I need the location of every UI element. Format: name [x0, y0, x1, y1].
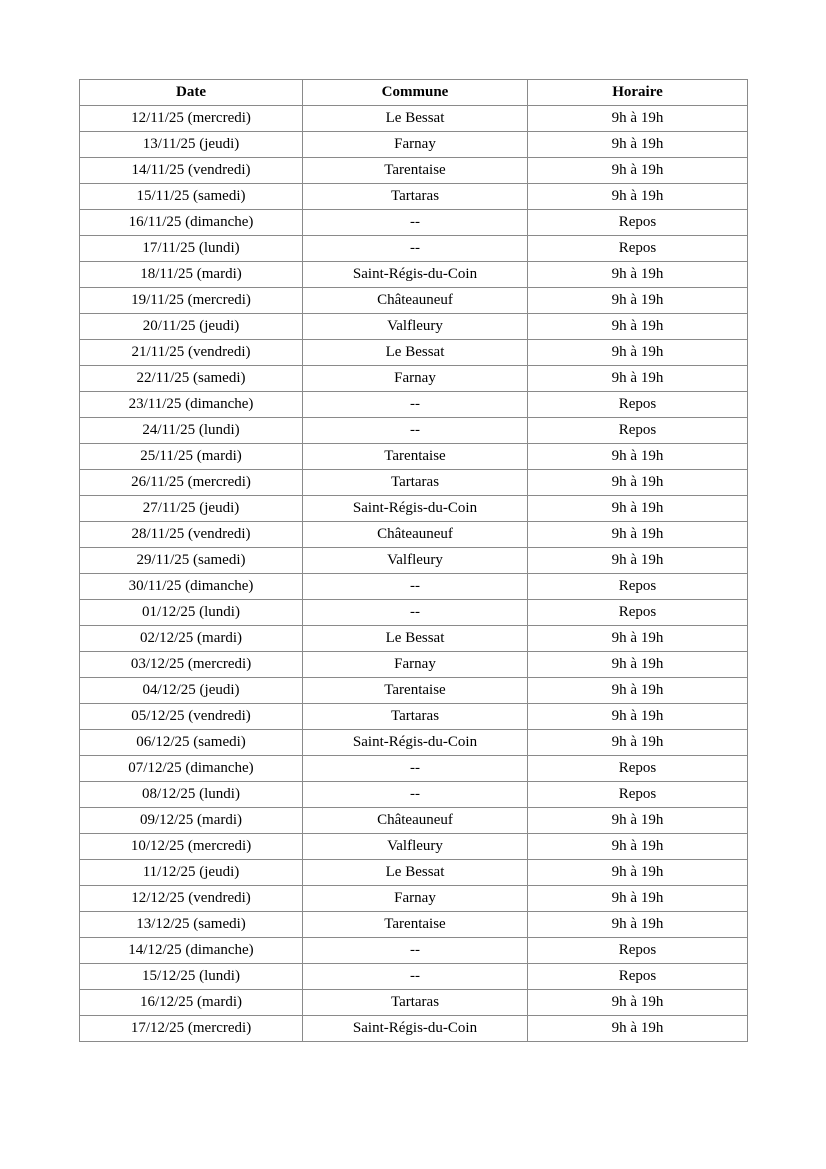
commune-cell: Tartaras: [303, 704, 528, 730]
date-cell: 26/11/25 (mercredi): [80, 470, 303, 496]
table-row: [80, 548, 748, 574]
table-row: [80, 626, 748, 652]
horaire-cell: 9h à 19h: [528, 522, 748, 548]
date-cell: 23/11/25 (dimanche): [80, 392, 303, 418]
horaire-cell: 9h à 19h: [528, 314, 748, 340]
date-cell: 04/12/25 (jeudi): [80, 678, 303, 704]
date-cell: 17/12/25 (mercredi): [80, 1016, 303, 1042]
commune-cell: Châteauneuf: [303, 522, 528, 548]
table-row: [80, 262, 748, 288]
commune-cell: --: [303, 236, 528, 262]
commune-cell: Tarentaise: [303, 912, 528, 938]
table-row: [80, 392, 748, 418]
table-row: [80, 990, 748, 1016]
date-cell: 28/11/25 (vendredi): [80, 522, 303, 548]
commune-cell: Tartaras: [303, 990, 528, 1016]
horaire-cell: 9h à 19h: [528, 288, 748, 314]
commune-cell: Farnay: [303, 886, 528, 912]
commune-cell: --: [303, 210, 528, 236]
date-cell: 20/11/25 (jeudi): [80, 314, 303, 340]
commune-cell: Saint-Régis-du-Coin: [303, 262, 528, 288]
horaire-cell: 9h à 19h: [528, 730, 748, 756]
table-row: [80, 964, 748, 990]
table-row: [80, 210, 748, 236]
column-header-date: Date: [80, 80, 303, 106]
table-row: [80, 938, 748, 964]
date-cell: 11/12/25 (jeudi): [80, 860, 303, 886]
horaire-cell: 9h à 19h: [528, 158, 748, 184]
date-cell: 03/12/25 (mercredi): [80, 652, 303, 678]
commune-cell: --: [303, 392, 528, 418]
table-row: [80, 132, 748, 158]
commune-cell: --: [303, 756, 528, 782]
table-row: [80, 652, 748, 678]
table-row: [80, 678, 748, 704]
commune-cell: --: [303, 938, 528, 964]
table-row: [80, 834, 748, 860]
date-cell: 16/12/25 (mardi): [80, 990, 303, 1016]
table-row: [80, 288, 748, 314]
commune-cell: Tarentaise: [303, 158, 528, 184]
table-row: [80, 158, 748, 184]
date-cell: 01/12/25 (lundi): [80, 600, 303, 626]
horaire-cell: Repos: [528, 574, 748, 600]
table-row: [80, 600, 748, 626]
horaire-cell: 9h à 19h: [528, 626, 748, 652]
date-cell: 21/11/25 (vendredi): [80, 340, 303, 366]
commune-cell: Valfleury: [303, 314, 528, 340]
date-cell: 07/12/25 (dimanche): [80, 756, 303, 782]
date-cell: 18/11/25 (mardi): [80, 262, 303, 288]
horaire-cell: 9h à 19h: [528, 184, 748, 210]
date-cell: 10/12/25 (mercredi): [80, 834, 303, 860]
date-cell: 13/11/25 (jeudi): [80, 132, 303, 158]
horaire-cell: 9h à 19h: [528, 366, 748, 392]
commune-cell: --: [303, 782, 528, 808]
date-cell: 15/12/25 (lundi): [80, 964, 303, 990]
column-header-horaire: Horaire: [528, 80, 748, 106]
horaire-cell: 9h à 19h: [528, 470, 748, 496]
table-row: [80, 808, 748, 834]
date-cell: 19/11/25 (mercredi): [80, 288, 303, 314]
date-cell: 27/11/25 (jeudi): [80, 496, 303, 522]
table-row: [80, 496, 748, 522]
horaire-cell: 9h à 19h: [528, 1016, 748, 1042]
commune-cell: Saint-Régis-du-Coin: [303, 496, 528, 522]
date-cell: 17/11/25 (lundi): [80, 236, 303, 262]
table-row: [80, 756, 748, 782]
horaire-cell: Repos: [528, 756, 748, 782]
table-row: [80, 366, 748, 392]
date-cell: 16/11/25 (dimanche): [80, 210, 303, 236]
date-cell: 14/11/25 (vendredi): [80, 158, 303, 184]
table-row: [80, 782, 748, 808]
horaire-cell: Repos: [528, 964, 748, 990]
commune-cell: --: [303, 574, 528, 600]
horaire-cell: 9h à 19h: [528, 444, 748, 470]
table-row: [80, 704, 748, 730]
commune-cell: Saint-Régis-du-Coin: [303, 730, 528, 756]
commune-cell: Valfleury: [303, 834, 528, 860]
horaire-cell: 9h à 19h: [528, 106, 748, 132]
table-row: [80, 730, 748, 756]
table-row: [80, 314, 748, 340]
header-row: [80, 80, 748, 106]
commune-cell: --: [303, 600, 528, 626]
horaire-cell: Repos: [528, 392, 748, 418]
commune-cell: --: [303, 418, 528, 444]
column-header-commune: Commune: [303, 80, 528, 106]
table-body: [80, 106, 748, 1042]
date-cell: 05/12/25 (vendredi): [80, 704, 303, 730]
horaire-cell: Repos: [528, 418, 748, 444]
horaire-cell: 9h à 19h: [528, 262, 748, 288]
commune-cell: Farnay: [303, 132, 528, 158]
date-cell: 30/11/25 (dimanche): [80, 574, 303, 600]
horaire-cell: 9h à 19h: [528, 860, 748, 886]
date-cell: 24/11/25 (lundi): [80, 418, 303, 444]
commune-cell: Valfleury: [303, 548, 528, 574]
date-cell: 25/11/25 (mardi): [80, 444, 303, 470]
table-row: [80, 106, 748, 132]
date-cell: 06/12/25 (samedi): [80, 730, 303, 756]
horaire-cell: Repos: [528, 236, 748, 262]
table-row: [80, 418, 748, 444]
commune-cell: Tartaras: [303, 470, 528, 496]
commune-cell: Châteauneuf: [303, 288, 528, 314]
horaire-cell: 9h à 19h: [528, 678, 748, 704]
table-row: [80, 184, 748, 210]
commune-cell: Farnay: [303, 652, 528, 678]
date-cell: 29/11/25 (samedi): [80, 548, 303, 574]
commune-cell: Saint-Régis-du-Coin: [303, 1016, 528, 1042]
table-row: [80, 522, 748, 548]
horaire-cell: 9h à 19h: [528, 808, 748, 834]
date-cell: 14/12/25 (dimanche): [80, 938, 303, 964]
horaire-cell: 9h à 19h: [528, 496, 748, 522]
table-row: [80, 470, 748, 496]
commune-cell: Le Bessat: [303, 106, 528, 132]
date-cell: 12/12/25 (vendredi): [80, 886, 303, 912]
commune-cell: Le Bessat: [303, 626, 528, 652]
table-row: [80, 574, 748, 600]
horaire-cell: 9h à 19h: [528, 548, 748, 574]
horaire-cell: 9h à 19h: [528, 886, 748, 912]
horaire-cell: 9h à 19h: [528, 340, 748, 366]
date-cell: 09/12/25 (mardi): [80, 808, 303, 834]
date-cell: 15/11/25 (samedi): [80, 184, 303, 210]
horaire-cell: 9h à 19h: [528, 652, 748, 678]
commune-cell: Tarentaise: [303, 444, 528, 470]
date-cell: 02/12/25 (mardi): [80, 626, 303, 652]
table-row: [80, 886, 748, 912]
horaire-cell: 9h à 19h: [528, 132, 748, 158]
table-row: [80, 912, 748, 938]
date-cell: 12/11/25 (mercredi): [80, 106, 303, 132]
commune-cell: --: [303, 964, 528, 990]
commune-cell: Farnay: [303, 366, 528, 392]
commune-cell: Châteauneuf: [303, 808, 528, 834]
date-cell: 13/12/25 (samedi): [80, 912, 303, 938]
schedule-table: [79, 79, 748, 1042]
table-row: [80, 444, 748, 470]
commune-cell: Tarentaise: [303, 678, 528, 704]
table-row: [80, 236, 748, 262]
commune-cell: Le Bessat: [303, 340, 528, 366]
table-row: [80, 340, 748, 366]
horaire-cell: Repos: [528, 210, 748, 236]
date-cell: 22/11/25 (samedi): [80, 366, 303, 392]
table-row: [80, 860, 748, 886]
table-row: [80, 1016, 748, 1042]
horaire-cell: Repos: [528, 938, 748, 964]
horaire-cell: Repos: [528, 782, 748, 808]
horaire-cell: 9h à 19h: [528, 704, 748, 730]
horaire-cell: 9h à 19h: [528, 834, 748, 860]
commune-cell: Tartaras: [303, 184, 528, 210]
date-cell: 08/12/25 (lundi): [80, 782, 303, 808]
commune-cell: Le Bessat: [303, 860, 528, 886]
horaire-cell: 9h à 19h: [528, 990, 748, 1016]
horaire-cell: Repos: [528, 600, 748, 626]
horaire-cell: 9h à 19h: [528, 912, 748, 938]
